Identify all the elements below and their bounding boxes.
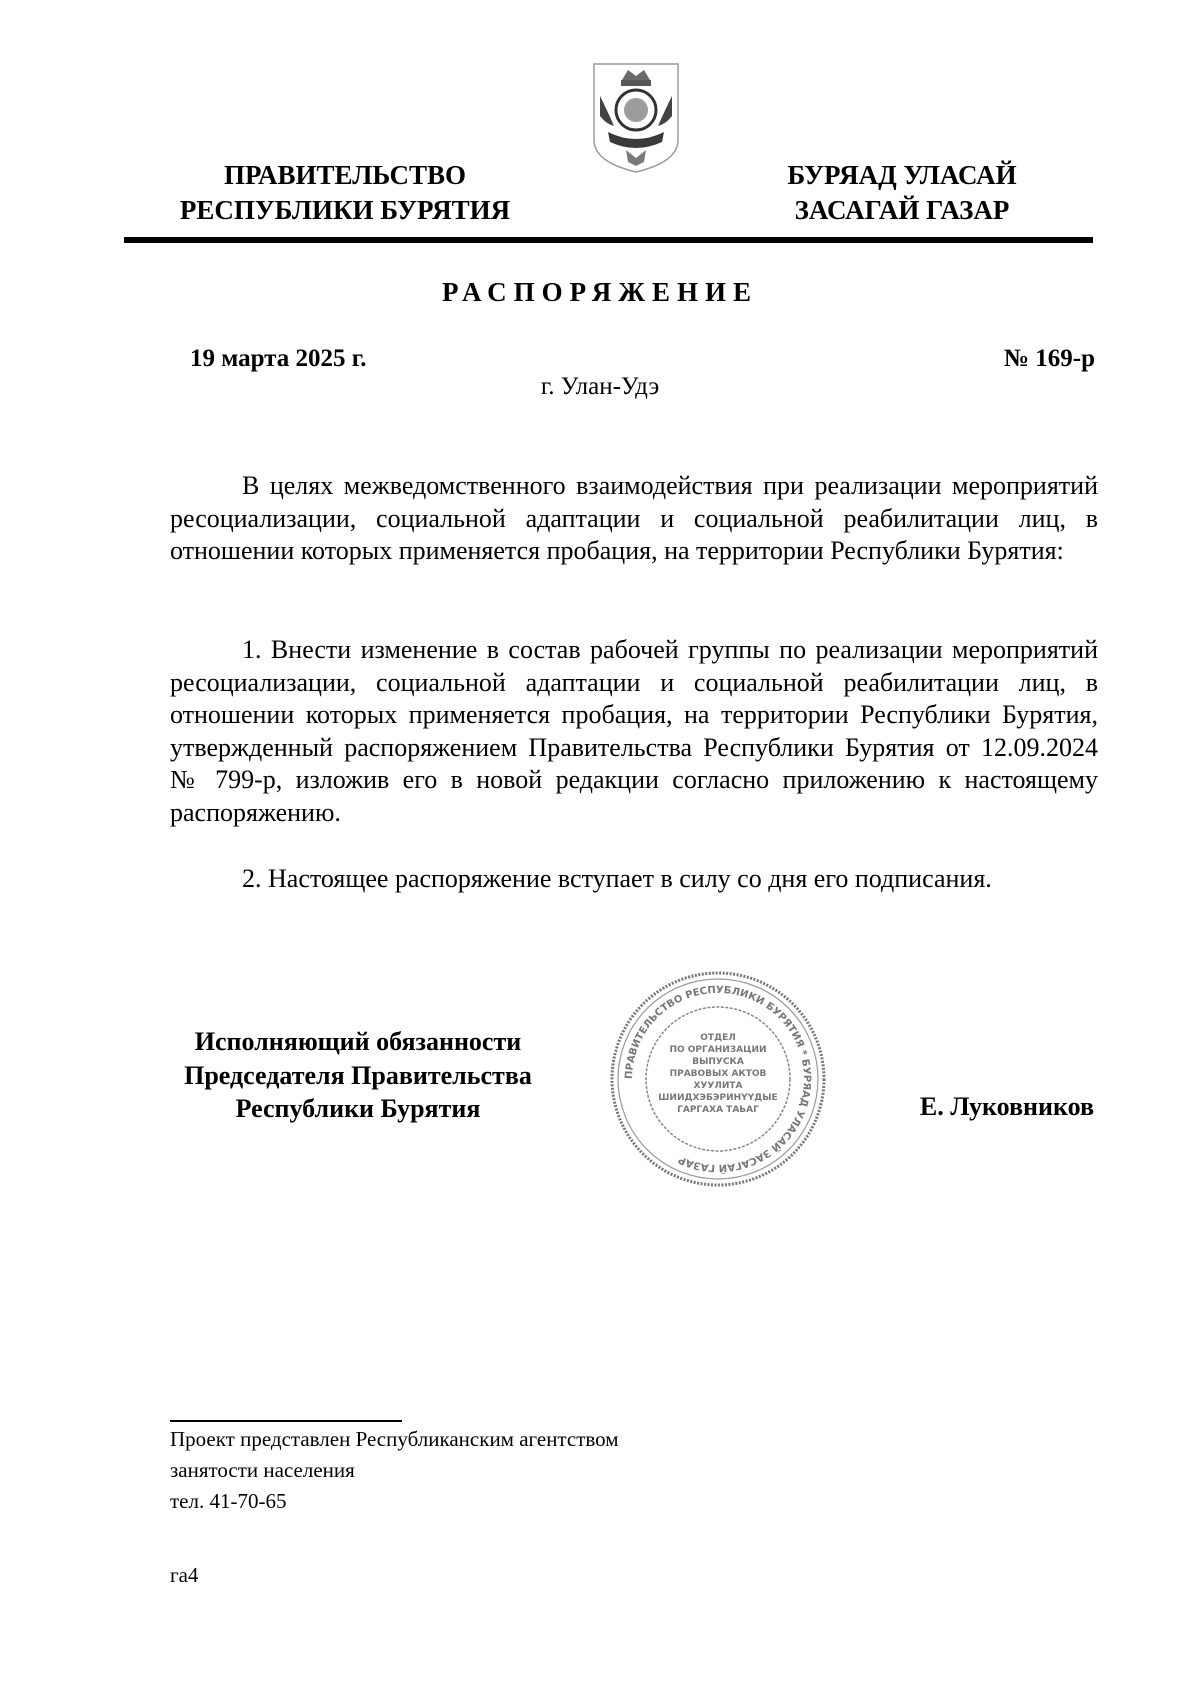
document-type-title: РАСПОРЯЖЕНИЕ	[441, 277, 759, 307]
signer-name: Е. Луковников	[919, 1092, 1094, 1121]
preamble-text: В целях межведомственного взаимодействия при реализации мероприятий ресоциализации, социальной адаптации и социальной реабилитации лиц, в отношении которых применяется пробация, на территории Республики Бурятия:	[170, 471, 1098, 565]
header-divider	[124, 237, 1093, 243]
footnote-line2: занятости населения	[170, 1458, 355, 1482]
seal-line-6: ШИИДХЭБЭРИНҮҮДЫЕ	[658, 1093, 778, 1103]
signer-position-line1: Исполняющий обязанности	[194, 1027, 522, 1056]
item-1-paragraph	[170, 634, 1098, 829]
org-name-ru-line2: РЕСПУБЛИКИ БУРЯТИЯ	[179, 195, 511, 225]
document-number: № 169-р	[1003, 345, 1095, 372]
seal-line-7: ГАРГАХА ТАЬАГ	[677, 1105, 759, 1115]
seal-line-3: ВЫПУСКА	[692, 1057, 744, 1067]
signer-position-line2: Председателя Правительства	[184, 1060, 532, 1090]
svg-text:ПРАВИТЕЛЬСТВО РЕСПУБЛИКИ БУРЯТ	[624, 985, 812, 1175]
org-name-bua	[762, 158, 1042, 228]
signer-position-line3: Республики Бурятия	[235, 1094, 481, 1123]
seal-line-4: ПРАВОВЫХ АКТОВ	[669, 1069, 767, 1079]
footnote-phone: тел. 41-70-65	[170, 1489, 287, 1513]
preamble-paragraph	[170, 470, 1098, 568]
seal-line-1: ОТДЕЛ	[700, 1033, 736, 1043]
item-2-paragraph	[170, 863, 1098, 896]
item-2-text: 2. Настоящее распоряжение вступает в силу со дня его подписания.	[242, 864, 992, 893]
footnote-divider	[170, 1420, 402, 1422]
seal-line-2: ПО ОРГАНИЗАЦИИ	[669, 1045, 767, 1055]
seal-outer-text: ПРАВИТЕЛЬСТВО РЕСПУБЛИКИ БУРЯТИЯ * БУРЯАД УЛАСАЙ ЗАСАГАЙ ГАЗАР	[623, 984, 813, 1174]
org-name-ru-line1: ПРАВИТЕЛЬСТВО	[223, 160, 467, 190]
org-name-bua-line1: БУРЯАД УЛАСАЙ	[787, 160, 1017, 190]
item-1-text: 1. Внести изменение в состав рабочей группы по реализации мероприятий ресоциализации, социальной адаптации и социальной реабилитации лиц, в отношении которых применяется пробация, на территории Республики Бурятия, утвержденный распоряжением Правительства Республики Бурятия от 12.09.2024 № 799-р, изложив его в новой редакции согласно приложению к настоящему распоряжению.	[170, 635, 1098, 827]
document-city: г. Улан-Удэ	[540, 373, 660, 400]
seal-line-5: ХУУЛИТА	[693, 1081, 743, 1091]
org-name-bua-line2: ЗАСАГАЙ ГАЗАР	[794, 195, 1010, 225]
org-name-ru	[165, 158, 525, 228]
footnote	[170, 1424, 619, 1517]
signer-position	[160, 1025, 556, 1126]
footnote-line1: Проект представлен Республиканским агентством	[170, 1427, 619, 1451]
document-code: га4	[170, 1563, 199, 1587]
coat-of-arms-icon	[588, 58, 684, 176]
document-date: 19 марта 2025 г.	[190, 345, 367, 372]
official-seal-icon	[607, 968, 829, 1190]
